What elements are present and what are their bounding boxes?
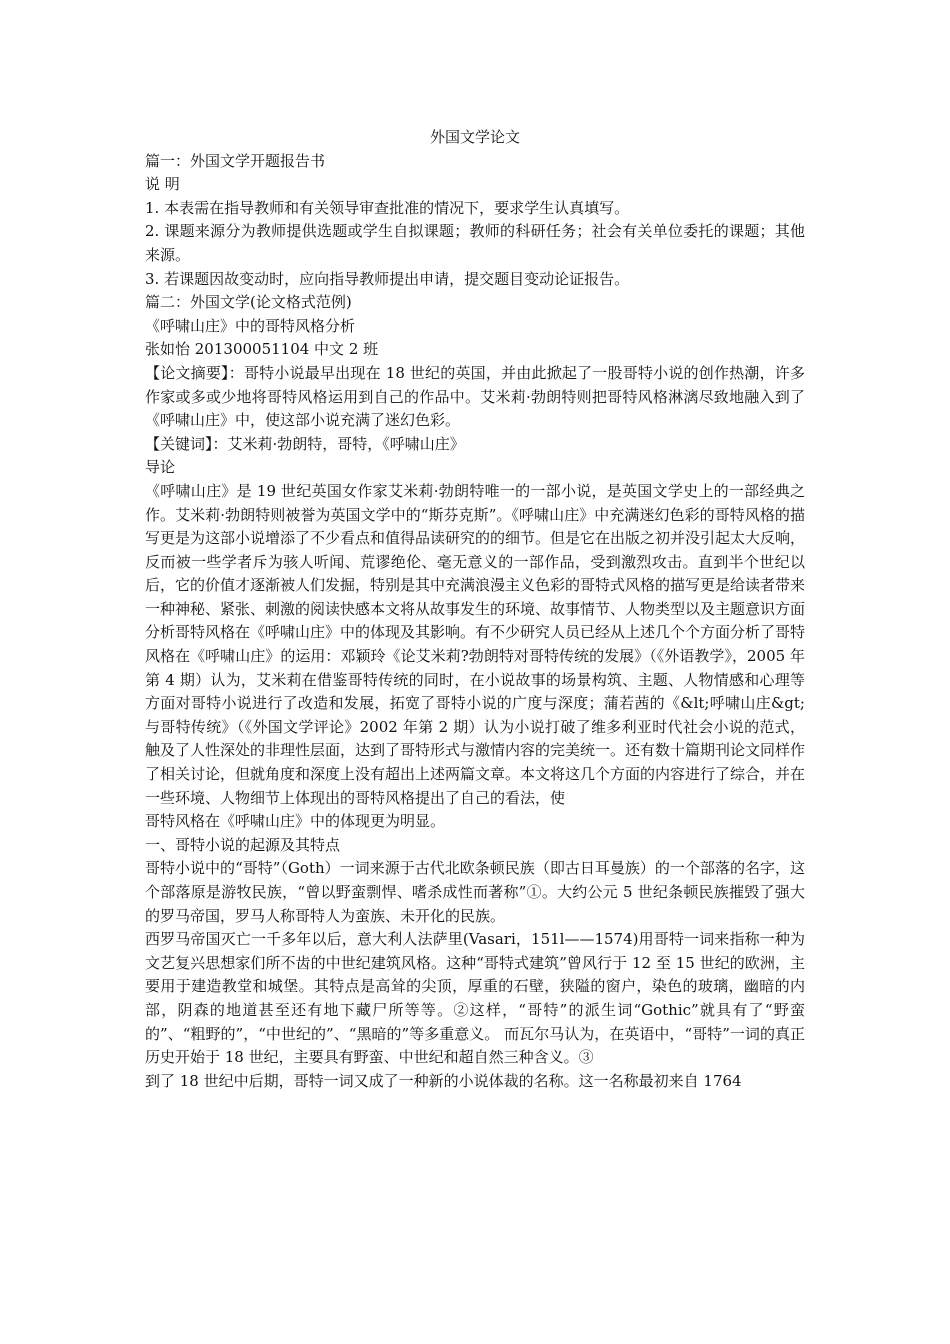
paragraph-part-one-heading: 篇一：外国文学开题报告书 bbox=[145, 151, 326, 170]
paragraph-introduction-body: 《呼啸山庄》是 19 世纪英国女作家艾米莉·勃朗特唯一的一部小说，是英国文学史上的一部经典之作。艾米莉·勃朗特则被誉为英国文学中的“斯芬克斯”。《呼啸山庄》中充满迷幻色彩的哥特风格的描写更是为这部小说增添了不少看点和值得品读研究的的细节。但是它在出版之初并没引起太大反响，反而被一些学者斥为骇人听闻、荒谬绝伦、毫无意义的一部作品，受到激烈攻击。直到半个世纪以后，它的价值才逐渐被人们发掘，特别是其中充满浪漫主义色彩的哥特式风格的描写更是给读者带来一种神秘、紧张、刺激的阅读快感本文将从故事发生的环境、故事情节、人物类型以及主题意识方面分析哥特风格在《呼啸山庄》中的体现及其影响。有不少研究人员已经从上述几个个方面分析了哥特风格在《呼啸山庄》的运用：邓颖玲《论艾米莉?勃朗特对哥特传统的发展》（《外语教学》，2005 年第 4 期）认为，艾米莉在借鉴哥特传统的同时，在小说故事的场景构筑、主题、人物情感和心理等方面对哥特小说进行了改造和发展，拓宽了哥特小说的广度与深度；蒲若茜的《&lt;呼啸山庄&gt;与哥特传统》（《外国文学评论》2002 年第 2 期）认为小说打破了维多利亚时代社会小说的范式，触及了人性深处的非理性层面，达到了哥特形式与激情内容的完美统一。还有数十篇期刊论文同样作了相关讨论，但就角度和深度上没有超出上述两篇文章。本文将这几个方面的内容进行了综合，并在一些环境、人物细节上体现出的哥特风格提出了自己的看法，使 bbox=[145, 481, 806, 807]
paragraph-instruction-2: 2. 课题来源分为教师提供选题或学生自拟课题；教师的科研任务；社会有关单位委托的课题；其他来源。 bbox=[145, 222, 805, 264]
paragraph-section-one-heading: 一、哥特小说的起源及其特点 bbox=[145, 835, 341, 854]
document-page bbox=[145, 126, 805, 1093]
paragraph-keywords: 【关键词】：艾米莉·勃朗特，哥特，《呼啸山庄》 bbox=[145, 434, 465, 453]
paragraph-part-two-heading: 篇二：外国文学(论文格式范例) bbox=[145, 293, 352, 312]
paragraph-instruction-1: 1. 本表需在指导教师和有关领导审查批准的情况下，要求学生认真填写。 bbox=[145, 198, 630, 217]
paragraph-instruction-3: 3. 若课题因故变动时，应向指导教师提出申请，提交题目变动论证报告。 bbox=[145, 269, 630, 288]
document-title: 外国文学论文 bbox=[429, 128, 520, 146]
paragraph-instructions-heading: 说 明 bbox=[145, 175, 180, 194]
paragraph-gothic-novel-origin: 到了 18 世纪中后期，哥特一词又成了一种新的小说体裁的名称。这一名称最初来自 1764 bbox=[145, 1071, 742, 1090]
paragraph-abstract: 【论文摘要】：哥特小说最早出现在 18 世纪的英国，并由此掀起了一股哥特小说的创作热潮，许多作家或多或少地将哥特风格运用到自己的作品中。艾米莉·勃朗特则把哥特风格淋漓尽致地融入到了《呼啸山庄》中，使这部小说充满了迷幻色彩。 bbox=[145, 363, 805, 430]
paragraph-paper-title: 《呼啸山庄》中的哥特风格分析 bbox=[145, 316, 356, 335]
paragraph-introduction-heading: 导论 bbox=[145, 458, 176, 477]
paragraph-introduction-end: 哥特风格在《呼啸山庄》中的体现更为明显。 bbox=[145, 812, 446, 831]
paragraph-author-line: 张如怡 201300051104 中文 2 班 bbox=[145, 340, 379, 359]
paragraph-goth-origin: 哥特小说中的“哥特”（Goth）一词来源于古代北欧条顿民族（即古日耳曼族）的一个部落的名字，这个部落原是游牧民族，“曾以野蛮剽悍、嗜杀成性而著称”①。大约公元 5 世纪条顿民族摧毁了强大的罗马帝国，罗马人称哥特人为蛮族、未开化的民族。 bbox=[145, 859, 805, 925]
paragraph-gothic-architecture: 西罗马帝国灭亡一千多年以后，意大利人法萨里(Vasari，151l——1574)用哥特一词来指称一种为文艺复兴思想家们所不齿的中世纪建筑风格。这种“哥特式建筑”曾风行于 12 至 15 世纪的欧洲，主要用于建造教堂和城堡。其特点是高耸的尖顶，厚重的石壁，狭隘的窗户，染色的玻璃，幽暗的内部，阴森的地道甚至还有地下藏尸所等等。②这样，“哥特”的派生词“Gothic”就具有了“野蛮的”、“粗野的”，“中世纪的”、“黑暗的”等多重意义。 而瓦尔马认为，在英语中，“哥特”一词的真正历史开始于 18 世纪，主要具有野蛮、中世纪和超自然三种含义。③ bbox=[145, 930, 805, 1067]
